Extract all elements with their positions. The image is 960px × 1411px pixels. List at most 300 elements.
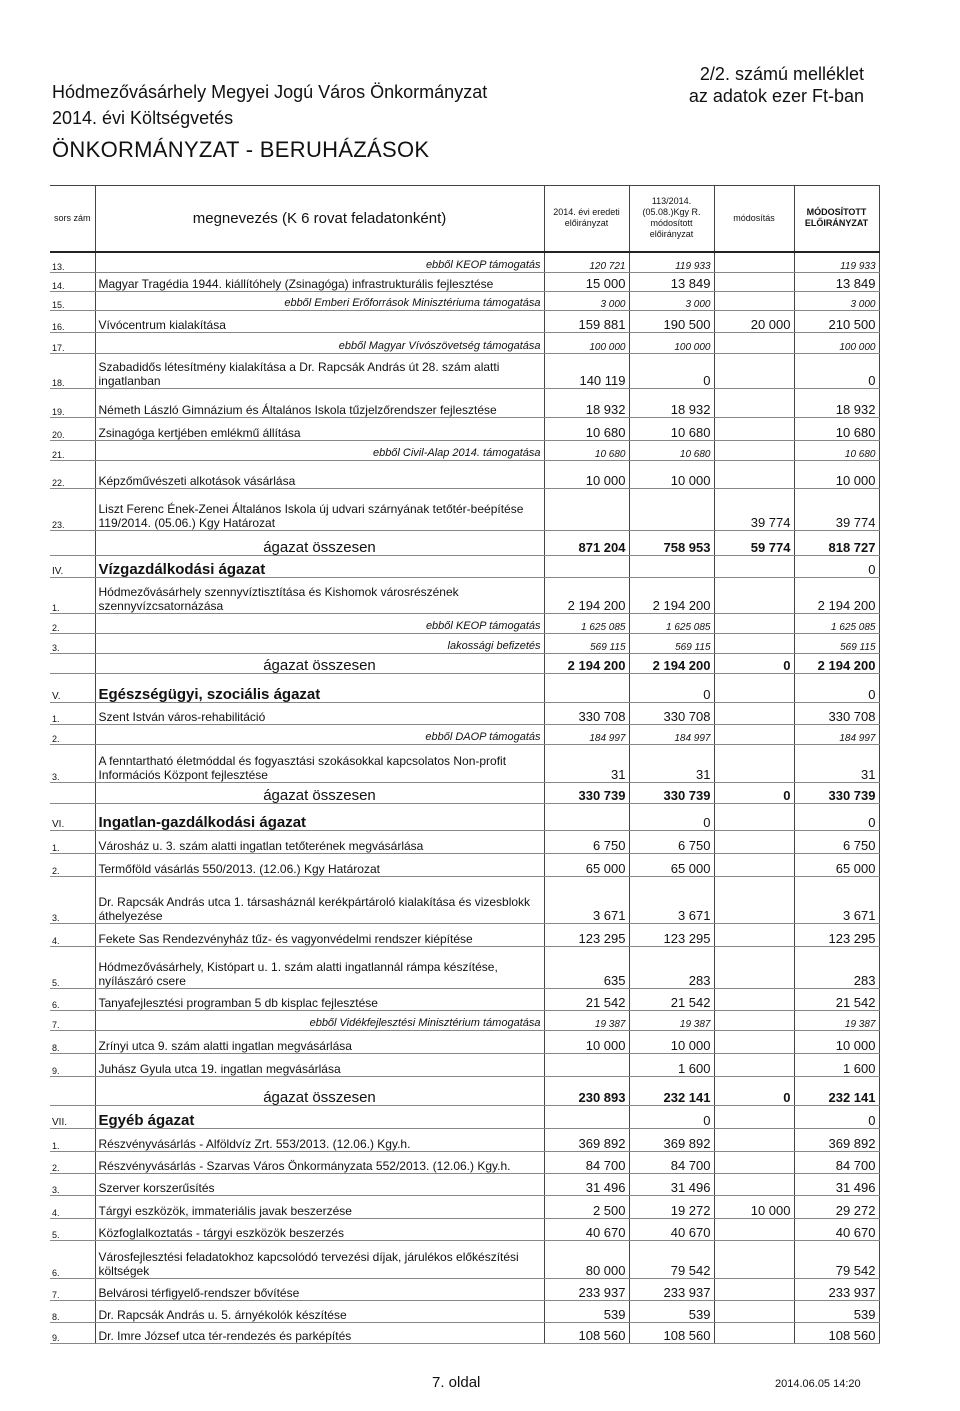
new-budget-cell: 184 997 [794,725,879,745]
row-number-cell: 20. [50,418,95,441]
row-name-cell: Hódmezővásárhely szennyvíztisztítása és Kishomok városrészének szennyvízcsatornázása [95,578,544,614]
new-budget-cell: 19 387 [794,1011,879,1031]
row-number-cell: 22. [50,461,95,489]
row-name-cell: Szabadidős létesítmény kialakítása a Dr. Rapcsák András út 28. szám alatti ingatlanban [95,354,544,389]
new-budget-cell: 10 680 [794,441,879,461]
original-budget-cell: 539 [544,1301,629,1323]
modified-budget-cell: 13 849 [629,273,714,292]
modified-budget-cell: 758 953 [629,531,714,556]
row-name-cell: Szerver korszerűsítés [95,1174,544,1196]
row-number-cell: 21. [50,441,95,461]
row-name-cell: ágazat összesen [95,531,544,556]
row-name-cell: ebből KEOP támogatás [95,252,544,273]
modification-cell [714,252,794,273]
original-budget-cell: 10 000 [544,461,629,489]
modification-cell: 0 [714,654,794,674]
modified-budget-cell: 18 932 [629,389,714,418]
modification-cell [714,1241,794,1279]
row-number-cell: 2. [50,614,95,634]
budget-year: 2014. évi Költségvetés [52,108,234,128]
row-number-cell: 2. [50,854,95,877]
col-modositott: 113/2014. (05.08.)Kgy R. módosított előirányzat [629,186,714,252]
table-row [50,311,879,333]
table-row [50,745,879,783]
modified-budget-cell: 190 500 [629,311,714,333]
modified-budget-cell: 40 670 [629,1219,714,1241]
row-number-cell: 19. [50,389,95,418]
row-name-cell: Szent István város-rehabilitáció [95,703,544,725]
new-budget-cell: 569 115 [794,634,879,654]
row-name-cell: Tanyafejlesztési programban 5 db kisplac fejlesztése [95,989,544,1011]
new-budget-cell: 10 680 [794,418,879,441]
modification-cell: 59 774 [714,531,794,556]
page-number: 7. oldal [432,1374,481,1391]
modified-budget-cell: 330 708 [629,703,714,725]
modified-budget-cell: 10 680 [629,418,714,441]
table-row [50,1241,879,1279]
table-row [50,1196,879,1219]
subtotal-row [50,783,879,804]
modified-budget-cell: 65 000 [629,854,714,877]
row-number-cell: IV. [50,556,95,578]
modified-budget-cell: 3 000 [629,292,714,311]
original-budget-cell [544,674,629,703]
modification-cell [714,745,794,783]
row-name-cell: Zsinagóga kertjében emlékmű állítása [95,418,544,441]
modified-budget-cell: 19 387 [629,1011,714,1031]
row-name-cell: Közfoglalkoztatás - tárgyi eszközök beszerzés [95,1219,544,1241]
modified-budget-cell: 19 272 [629,1196,714,1219]
modified-budget-cell: 2 194 200 [629,654,714,674]
new-budget-cell: 1 600 [794,1054,879,1077]
modified-budget-cell: 0 [629,804,714,831]
modification-cell [714,854,794,877]
original-budget-cell: 2 194 200 [544,654,629,674]
original-budget-cell: 635 [544,947,629,989]
page-title: ÖNKORMÁNYZAT - BERUHÁZÁSOK [52,137,430,162]
table-row [50,1031,879,1054]
new-budget-cell: 818 727 [794,531,879,556]
new-budget-cell: 369 892 [794,1129,879,1152]
row-number-cell: 9. [50,1054,95,1077]
new-budget-cell: 232 141 [794,1077,879,1106]
table-row [50,725,879,745]
original-budget-cell: 369 892 [544,1129,629,1152]
modification-cell [714,333,794,354]
table-row [50,252,879,273]
new-budget-cell: 119 933 [794,252,879,273]
modification-cell: 20 000 [714,311,794,333]
row-number-cell: 3. [50,1174,95,1196]
table-row [50,1323,879,1344]
original-budget-cell: 330 708 [544,703,629,725]
section-row [50,1106,879,1129]
modified-budget-cell: 3 671 [629,877,714,924]
subtotal-row [50,531,879,556]
row-name-cell: Fekete Sas Rendezvényház tűz- és vagyonvédelmi rendszer kiépítése [95,924,544,947]
table-row [50,1279,879,1301]
modified-budget-cell: 0 [629,1106,714,1129]
modification-cell: 0 [714,783,794,804]
modified-budget-cell: 119 933 [629,252,714,273]
new-budget-cell: 0 [794,354,879,389]
new-budget-cell: 2 194 200 [794,654,879,674]
new-budget-cell: 18 932 [794,389,879,418]
row-number-cell [50,654,95,674]
modification-cell [714,1174,794,1196]
row-number-cell: 8. [50,1301,95,1323]
modification-cell [714,989,794,1011]
original-budget-cell: 31 [544,745,629,783]
modified-budget-cell: 283 [629,947,714,989]
modification-cell [714,389,794,418]
table-row [50,703,879,725]
modification-cell [714,461,794,489]
row-name-cell: Németh László Gimnázium és Általános Iskola tűzjelzőrendszer fejlesztése [95,389,544,418]
modified-budget-cell: 233 937 [629,1279,714,1301]
original-budget-cell [544,489,629,531]
new-budget-cell: 13 849 [794,273,879,292]
table-row [50,831,879,854]
new-budget-cell: 3 000 [794,292,879,311]
budget-table [50,185,880,1344]
row-number-cell: 1. [50,1129,95,1152]
original-budget-cell: 3 671 [544,877,629,924]
row-number-cell: 13. [50,252,95,273]
new-budget-cell: 10 000 [794,1031,879,1054]
row-number-cell: 4. [50,1196,95,1219]
row-name-cell: Belvárosi térfigyelő-rendszer bővítése [95,1279,544,1301]
new-budget-cell: 2 194 200 [794,578,879,614]
original-budget-cell: 21 542 [544,989,629,1011]
row-number-cell: 23. [50,489,95,531]
original-budget-cell: 184 997 [544,725,629,745]
table-row [50,1301,879,1323]
original-budget-cell: 80 000 [544,1241,629,1279]
row-name-cell: ebből Magyar Vívószövetség támogatása [95,333,544,354]
new-budget-cell: 84 700 [794,1152,879,1174]
table-row [50,947,879,989]
table-row [50,1129,879,1152]
new-budget-cell: 31 [794,745,879,783]
table-row [50,1152,879,1174]
col-megnevezes: megnevezés (K 6 rovat feladatonként) [95,186,544,252]
row-name-cell: Vívócentrum kialakítása [95,311,544,333]
modification-cell [714,1106,794,1129]
modified-budget-cell: 1 625 085 [629,614,714,634]
row-name-cell: Zrínyi utca 9. szám alatti ingatlan megvásárlása [95,1031,544,1054]
row-name-cell: Termőföld vásárlás 550/2013. (12.06.) Kgy Határozat [95,854,544,877]
original-budget-cell: 2 500 [544,1196,629,1219]
row-number-cell: 6. [50,1241,95,1279]
modified-budget-cell [629,489,714,531]
modification-cell [714,1011,794,1031]
original-budget-cell: 123 295 [544,924,629,947]
table-row [50,924,879,947]
original-budget-cell: 84 700 [544,1152,629,1174]
table-row [50,333,879,354]
new-budget-cell: 0 [794,674,879,703]
modified-budget-cell: 31 496 [629,1174,714,1196]
modification-cell [714,725,794,745]
original-budget-cell [544,1106,629,1129]
table-row [50,489,879,531]
new-budget-cell: 0 [794,804,879,831]
row-name-cell: A fenntartható életmóddal és fogyasztási szokásokkal kapcsolatos Non-profit Információs Központ fejlesztése [95,745,544,783]
row-number-cell [50,531,95,556]
modified-budget-cell: 123 295 [629,924,714,947]
modification-cell [714,947,794,989]
table-row [50,634,879,654]
table-row [50,389,879,418]
original-budget-cell: 10 680 [544,441,629,461]
row-name-cell: Városház u. 3. szám alatti ingatlan tetőterének megvásárlása [95,831,544,854]
new-budget-cell: 21 542 [794,989,879,1011]
table-row [50,854,879,877]
table-row [50,614,879,634]
table-row [50,1219,879,1241]
original-budget-cell: 18 932 [544,389,629,418]
row-name-cell: ebből Vidékfejlesztési Minisztérium támogatása [95,1011,544,1031]
row-number-cell: 1. [50,831,95,854]
row-name-cell: Részvényvásárlás - Alföldvíz Zrt. 553/2013. (12.06.) Kgy.h. [95,1129,544,1152]
table-row [50,1174,879,1196]
modified-budget-cell: 369 892 [629,1129,714,1152]
row-number-cell [50,1077,95,1106]
table-row [50,354,879,389]
modified-budget-cell: 330 739 [629,783,714,804]
modified-budget-cell: 108 560 [629,1323,714,1344]
section-row [50,804,879,831]
original-budget-cell: 871 204 [544,531,629,556]
modified-budget-cell: 79 542 [629,1241,714,1279]
modification-cell [714,441,794,461]
row-number-cell: 1. [50,703,95,725]
table-row [50,1011,879,1031]
modified-budget-cell: 569 115 [629,634,714,654]
row-number-cell: 3. [50,745,95,783]
row-name-cell: Liszt Ferenc Ének-Zenei Általános Iskola új udvari szárnyának tetőtér-beépítése 119/2014. (05.06.) Kgy Határozat [95,489,544,531]
row-name-cell: ágazat összesen [95,1077,544,1106]
row-name-cell: ebből KEOP támogatás [95,614,544,634]
row-name-cell: Képzőművészeti alkotások vásárlása [95,461,544,489]
new-budget-cell: 0 [794,1106,879,1129]
row-name-cell: Egyéb ágazat [95,1106,544,1129]
modification-cell [714,292,794,311]
row-number-cell: 2. [50,725,95,745]
col-eredeti: 2014. évi eredeti előirányzat [544,186,629,252]
new-budget-cell: 40 670 [794,1219,879,1241]
modified-budget-cell: 0 [629,674,714,703]
table-row [50,418,879,441]
modification-cell [714,831,794,854]
row-name-cell: lakossági befizetés [95,634,544,654]
original-budget-cell [544,804,629,831]
org-name: Hódmezővásárhely Megyei Jogú Város Önkormányzat [52,82,488,102]
modified-budget-cell: 184 997 [629,725,714,745]
row-number-cell: 3. [50,634,95,654]
modification-cell [714,634,794,654]
original-budget-cell: 569 115 [544,634,629,654]
new-budget-cell: 108 560 [794,1323,879,1344]
row-number-cell: 3. [50,877,95,924]
row-number-cell: 17. [50,333,95,354]
row-number-cell: 7. [50,1279,95,1301]
row-name-cell: ágazat összesen [95,783,544,804]
row-name-cell: Magyar Tragédia 1944. kiállítóhely (Zsinagóga) infrastrukturális fejlesztése [95,273,544,292]
table-row [50,273,879,292]
row-number-cell: 15. [50,292,95,311]
modification-cell [714,804,794,831]
table-row [50,877,879,924]
new-budget-cell: 10 000 [794,461,879,489]
modification-cell [714,1279,794,1301]
row-number-cell: VII. [50,1106,95,1129]
row-name-cell: ebből DAOP támogatás [95,725,544,745]
new-budget-cell: 100 000 [794,333,879,354]
modification-cell [714,1323,794,1344]
modified-budget-cell: 1 600 [629,1054,714,1077]
table-row [50,989,879,1011]
modified-budget-cell: 21 542 [629,989,714,1011]
row-name-cell: Részvényvásárlás - Szarvas Város Önkormányzata 552/2013. (12.06.) Kgy.h. [95,1152,544,1174]
modified-budget-cell: 84 700 [629,1152,714,1174]
row-name-cell: Ingatlan-gazdálkodási ágazat [95,804,544,831]
section-row [50,674,879,703]
modification-cell [714,614,794,634]
modified-budget-cell: 232 141 [629,1077,714,1106]
new-budget-cell: 283 [794,947,879,989]
original-budget-cell: 100 000 [544,333,629,354]
original-budget-cell: 159 881 [544,311,629,333]
new-budget-cell: 31 496 [794,1174,879,1196]
modification-cell [714,273,794,292]
row-number-cell: 8. [50,1031,95,1054]
new-budget-cell: 1 625 085 [794,614,879,634]
modified-budget-cell: 31 [629,745,714,783]
table-row [50,1054,879,1077]
row-name-cell: ebből Emberi Erőforrások Minisztériuma támogatása [95,292,544,311]
table-row [50,461,879,489]
row-number-cell: 16. [50,311,95,333]
modification-cell [714,578,794,614]
original-budget-cell: 108 560 [544,1323,629,1344]
new-budget-cell: 29 272 [794,1196,879,1219]
original-budget-cell [544,556,629,578]
row-name-cell: Egészségügyi, szociális ágazat [95,674,544,703]
subtotal-row [50,1077,879,1106]
unit-label: az adatok ezer Ft-ban [688,86,864,106]
row-number-cell: 1. [50,578,95,614]
modification-cell: 10 000 [714,1196,794,1219]
row-name-cell: Dr. Rapcsák András utca 1. társasháznál kerékpártároló kialakítása és vizesblokk áthelyezése [95,877,544,924]
row-name-cell: Tárgyi eszközök, immateriális javak beszerzése [95,1196,544,1219]
modified-budget-cell: 100 000 [629,333,714,354]
original-budget-cell: 19 387 [544,1011,629,1031]
modification-cell [714,703,794,725]
row-name-cell: Hódmezővásárhely, Kistópart u. 1. szám alatti ingatlannál rámpa készítése, nyílászáró csere [95,947,544,989]
row-number-cell: V. [50,674,95,703]
table-row [50,292,879,311]
row-number-cell: 5. [50,947,95,989]
print-timestamp: 2014.06.05 14:20 [775,1378,861,1390]
section-row [50,556,879,578]
new-budget-cell: 539 [794,1301,879,1323]
row-number-cell: 7. [50,1011,95,1031]
subtotal-row [50,654,879,674]
row-number-cell: 14. [50,273,95,292]
original-budget-cell: 10 000 [544,1031,629,1054]
original-budget-cell: 10 680 [544,418,629,441]
row-number-cell: 18. [50,354,95,389]
row-name-cell: Dr. Rapcsák András u. 5. árnyékolók készítése [95,1301,544,1323]
col-sorszam: sors zám [50,186,95,252]
row-number-cell: 5. [50,1219,95,1241]
row-number-cell: 6. [50,989,95,1011]
modification-cell [714,418,794,441]
modified-budget-cell: 10 000 [629,461,714,489]
original-budget-cell [544,1054,629,1077]
col-modositas: módosítás [714,186,794,252]
row-name-cell: Városfejlesztési feladatokhoz kapcsolódó tervezési díjak, járulékos előkészítési költségek [95,1241,544,1279]
original-budget-cell: 330 739 [544,783,629,804]
table-row [50,441,879,461]
new-budget-cell: 0 [794,556,879,578]
row-name-cell: Vízgazdálkodási ágazat [95,556,544,578]
original-budget-cell: 3 000 [544,292,629,311]
row-name-cell: Dr. Imre József utca tér-rendezés és parképítés [95,1323,544,1344]
row-number-cell: 4. [50,924,95,947]
original-budget-cell: 15 000 [544,273,629,292]
original-budget-cell: 40 670 [544,1219,629,1241]
original-budget-cell: 1 625 085 [544,614,629,634]
modified-budget-cell: 0 [629,354,714,389]
original-budget-cell: 2 194 200 [544,578,629,614]
row-name-cell: ebből Civil-Alap 2014. támogatása [95,441,544,461]
new-budget-cell: 39 774 [794,489,879,531]
row-number-cell: 9. [50,1323,95,1344]
modification-cell [714,1219,794,1241]
modification-cell: 39 774 [714,489,794,531]
modification-cell: 0 [714,1077,794,1106]
new-budget-cell: 79 542 [794,1241,879,1279]
new-budget-cell: 6 750 [794,831,879,854]
new-budget-cell: 65 000 [794,854,879,877]
modification-cell [714,674,794,703]
row-name-cell: Juhász Gyula utca 19. ingatlan megvásárlása [95,1054,544,1077]
modification-cell [714,1129,794,1152]
row-name-cell: ágazat összesen [95,654,544,674]
new-budget-cell: 330 739 [794,783,879,804]
modified-budget-cell: 6 750 [629,831,714,854]
annex-label: 2/2. számú melléklet [699,64,864,84]
table-row [50,578,879,614]
modification-cell [714,1054,794,1077]
modified-budget-cell: 539 [629,1301,714,1323]
new-budget-cell: 233 937 [794,1279,879,1301]
new-budget-cell: 3 671 [794,877,879,924]
modified-budget-cell: 2 194 200 [629,578,714,614]
row-number-cell: VI. [50,804,95,831]
original-budget-cell: 233 937 [544,1279,629,1301]
modified-budget-cell: 10 000 [629,1031,714,1054]
modification-cell [714,1152,794,1174]
original-budget-cell: 6 750 [544,831,629,854]
original-budget-cell: 31 496 [544,1174,629,1196]
row-number-cell [50,783,95,804]
modified-budget-cell: 10 680 [629,441,714,461]
col-modositott-eloiranyzat: MÓDOSÍTOTT ELŐIRÁNYZAT [794,186,879,252]
